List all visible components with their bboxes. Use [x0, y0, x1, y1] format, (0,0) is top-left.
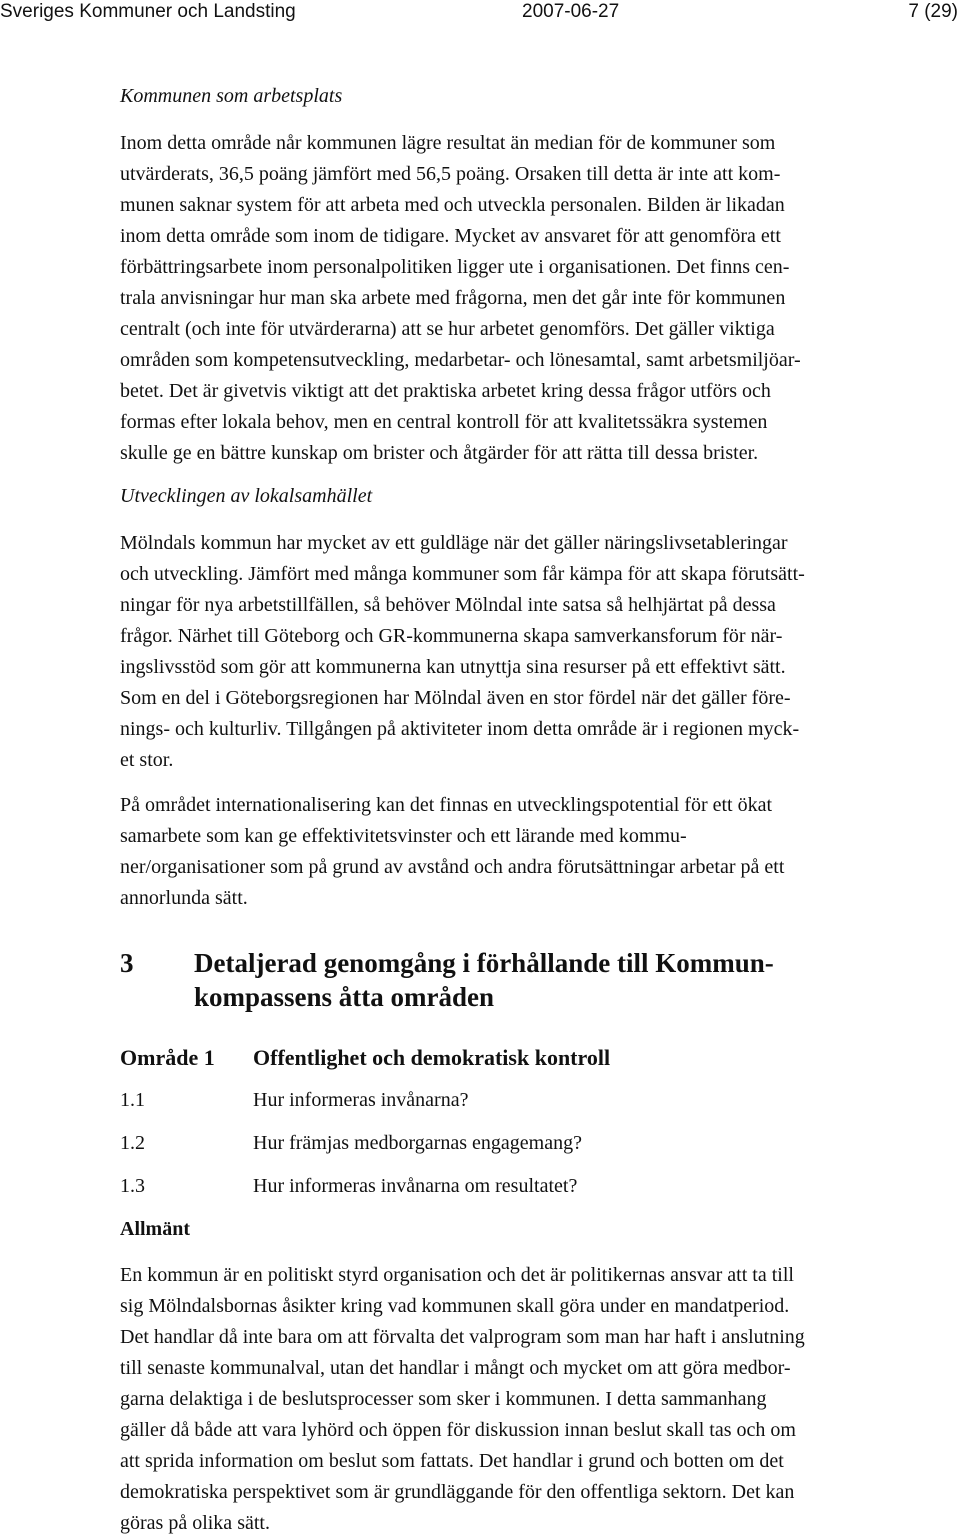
text-line: Det handlar då inte bara om att förvalta det valprogram som man har haft i anslutning — [120, 1326, 805, 1348]
area-title: Offentlighet och demokratisk kontroll — [253, 1045, 611, 1070]
text-line: områden som kompetensutveckling, medarbetar- och lönesamtal, samt arbetsmiljöar- — [120, 349, 801, 371]
text-line: munen saknar system för att arbeta med och utveckla personalen. Bilden är likadan — [120, 194, 785, 216]
area-heading — [120, 1045, 920, 1075]
header-date: 2007-06-27 — [522, 1, 620, 22]
page-header — [0, 0, 960, 30]
paragraph-general — [120, 1260, 920, 1539]
question-item — [120, 1089, 920, 1115]
text-line: Inom detta område når kommunen lägre resultat än median för de kommuner som — [120, 132, 776, 154]
paragraph-community-2 — [120, 790, 920, 914]
text-line: betet. Det är givetvis viktigt att det praktiska arbetet kring dessa frågor utförs och — [120, 380, 771, 402]
paragraph-community-1 — [120, 528, 920, 776]
heading-workplace: Kommunen som arbetsplats — [120, 85, 343, 107]
text-line: utvärderats, 36,5 poäng jämfört med 56,5 poäng. Orsaken till detta är inte att kom- — [120, 163, 781, 185]
text-line: centralt (och inte för utvärderarna) att se hur arbetet genomförs. Det gäller viktiga — [120, 318, 775, 340]
header-organization: Sveriges Kommuner och Landsting — [0, 1, 296, 22]
chapter-heading — [120, 946, 920, 1016]
text-line: annorlunda sätt. — [120, 887, 248, 909]
heading-community: Utvecklingen av lokalsamhället — [120, 485, 373, 507]
text-line: göras på olika sätt. — [120, 1512, 270, 1534]
text-line: Mölndals kommun har mycket av ett guldläge när det gäller näringslivsetableringar — [120, 532, 788, 554]
chapter-title-line: kompassens åtta områden — [194, 982, 495, 1012]
chapter-title — [194, 946, 774, 1014]
question-number: 1.2 — [120, 1132, 145, 1154]
question-number: 1.1 — [120, 1089, 145, 1111]
text-line: et stor. — [120, 749, 174, 771]
text-line: På området internationalisering kan det finnas en utvecklingspotential för ett ökat — [120, 794, 773, 816]
text-line: demokratiska perspektivet som är grundläggande för den offentliga sektorn. Det kan — [120, 1481, 795, 1503]
text-line: formas efter lokala behov, men en central kontroll för att kvalitetssäkra systemen — [120, 411, 768, 433]
area-label: Område 1 — [120, 1045, 215, 1070]
chapter-number: 3 — [120, 948, 134, 978]
text-line: frågor. Närhet till Göteborg och GR-kommunerna skapa samverkansforum för när- — [120, 625, 783, 647]
text-line: skulle ge en bättre kunskap om brister och åtgärder för att rätta till dessa brister. — [120, 442, 759, 464]
question-text: Hur främjas medborgarnas engagemang? — [253, 1132, 582, 1154]
paragraph-workplace — [120, 128, 920, 469]
text-line: ingslivsstöd som gör att kommunerna kan utnyttja sina resurser på ett effektivt sätt. — [120, 656, 786, 678]
text-line: samarbete som kan ge effektivitetsvinster och ett lärande med kommu- — [120, 825, 687, 847]
text-line: sig Mölndalsbornas åsikter kring vad kommunen skall göra under en mandatperiod. — [120, 1295, 790, 1317]
question-number: 1.3 — [120, 1175, 145, 1197]
text-line: inom detta område som inom de tidigare. Mycket av ansvaret för att genomföra ett — [120, 225, 781, 247]
text-line: till senaste kommunalval, utan det handlar i mångt och mycket om att göra medbor- — [120, 1357, 791, 1379]
text-line: trala anvisningar hur man ska arbete med frågorna, men det går inte för kommunen — [120, 287, 786, 309]
question-item — [120, 1132, 920, 1158]
question-text: Hur informeras invånarna om resultatet? — [253, 1175, 578, 1197]
question-text: Hur informeras invånarna? — [253, 1089, 469, 1111]
text-line: ner/organisationer som på grund av avstånd och andra förutsättningar arbetar på ett — [120, 856, 785, 878]
chapter-title-line: Detaljerad genomgång i förhållande till Kommun- — [194, 948, 774, 978]
text-line: Som en del i Göteborgsregionen har Mölndal även en stor fördel när det gäller före- — [120, 687, 791, 709]
text-line: och utveckling. Jämfört med många kommuner som får kämpa för att skapa förutsätt- — [120, 563, 805, 585]
text-line: garna delaktiga i de beslutsprocesser som sker i kommunen. I detta sammanhang — [120, 1388, 767, 1410]
header-page-number: 7 (29) — [908, 1, 958, 22]
text-line: att sprida information om beslut som fattats. Det handlar i grund och botten om det — [120, 1450, 784, 1472]
heading-general: Allmänt — [120, 1218, 190, 1240]
text-line: förbättringsarbete inom personalpolitiken ligger ute i organisationen. Det finns cen- — [120, 256, 790, 278]
text-line: nings- och kulturliv. Tillgången på aktiviteter inom detta område är i regionen myck- — [120, 718, 800, 740]
text-line: ningar för nya arbetstillfällen, så behöver Mölndal inte satsa så helhjärtat på dessa — [120, 594, 776, 616]
text-line: gäller då både att vara lyhörd och öppen för diskussion innan beslut skall tas och om — [120, 1419, 796, 1441]
text-line: En kommun är en politiskt styrd organisation och det är politikernas ansvar att ta till — [120, 1264, 794, 1286]
question-item — [120, 1175, 920, 1201]
